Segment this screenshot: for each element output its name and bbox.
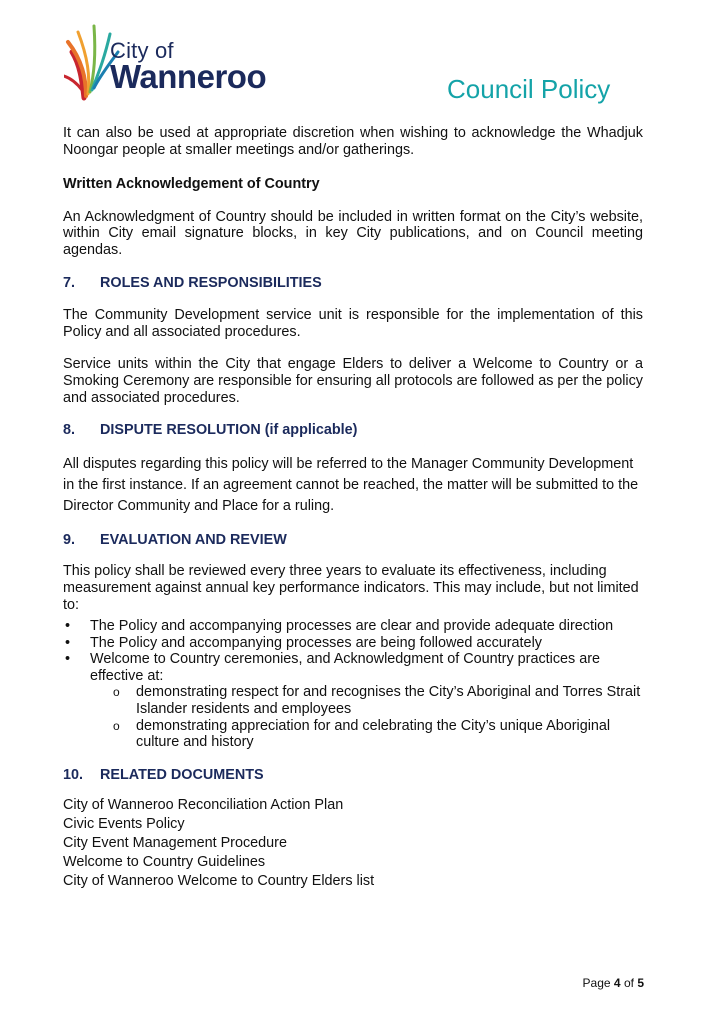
logo-text-wanneroo: Wanneroo (110, 58, 267, 95)
evaluation-criteria-list (63, 618, 643, 684)
section-title: RELATED DOCUMENTS (100, 766, 264, 783)
list-item: Civic Events Policy (63, 816, 185, 833)
section-8-heading (63, 422, 643, 439)
sub-list-item: o demonstrating appreciation for and celebrating the City’s unique Aboriginal culture and history (63, 718, 643, 751)
page-number (583, 976, 644, 990)
list-item: Welcome to Country Guidelines (63, 854, 266, 871)
list-item: • Welcome to Country ceremonies, and Acknowledgment of Country practices are effective at: (63, 651, 643, 684)
section-7-heading (63, 275, 643, 292)
list-item: • The Policy and accompanying processes are clear and provide adequate direction (63, 618, 643, 635)
section-title: DISPUTE RESOLUTION (if applicable) (100, 422, 358, 439)
section-9-paragraph: This policy shall be reviewed every three years to evaluate its effectiveness, including measurement against annual key performance indicators. This may include, but not limited to: (63, 563, 639, 613)
section-7-paragraph-2: Service units within the City that engage Elders to deliver a Welcome to Country or a Smoking Ceremony are responsible for ensuring all protocols are followed as per the policy and associated procedures. (63, 356, 643, 406)
list-item: City Event Management Procedure (63, 835, 287, 852)
section-9-heading (63, 532, 643, 549)
sub-list-item: o demonstrating respect for and recognises the City’s Aboriginal and Torres Strait Islander residents and employees (63, 684, 643, 717)
list-item: City of Wanneroo Welcome to Country Elders list (63, 873, 375, 890)
section-title: ROLES AND RESPONSIBILITIES (100, 274, 322, 291)
page-of: of (623, 976, 634, 990)
list-item: City of Wanneroo Reconciliation Action Plan (63, 797, 344, 814)
section-7-paragraph-1: The Community Development service unit is responsible for the implementation of this Policy and all associated procedures. (63, 307, 643, 340)
city-logo (64, 20, 294, 102)
intro-paragraph: It can also be used at appropriate discretion when wishing to acknowledge the Whadjuk Noongar people at smaller meetings and/or gatherings. (63, 125, 643, 158)
written-acknowledgement-paragraph: An Acknowledgment of Country should be included in written format on the City’s website, within City email signature blocks, in key City publications, and on Council meeting agendas. (63, 208, 643, 258)
section-10-heading (63, 767, 643, 784)
section-8-paragraph: All disputes regarding this policy will be referred to the Manager Community Development in the first instance. If an agreement cannot be reached, the matter will be submitted to the Director Community and Place for a ruling. (63, 455, 639, 514)
list-item: • The Policy and accompanying processes are being followed accurately (63, 635, 643, 652)
section-number: 8. (63, 422, 76, 439)
page-current: 4 (613, 976, 621, 990)
evaluation-sub-list (63, 684, 643, 750)
document-type-title: Council Policy (447, 74, 611, 104)
logo-text-city-of: City of (110, 38, 174, 63)
written-acknowledgement-heading: Written Acknowledgement of Country (63, 176, 320, 193)
related-documents-list (63, 796, 643, 891)
page-label: Page (582, 976, 611, 990)
section-number: 9. (63, 531, 76, 548)
section-number: 10. (63, 766, 84, 783)
section-number: 7. (63, 274, 76, 291)
section-title: EVALUATION AND REVIEW (100, 531, 287, 548)
policy-content (63, 125, 643, 891)
page-total: 5 (637, 976, 644, 990)
